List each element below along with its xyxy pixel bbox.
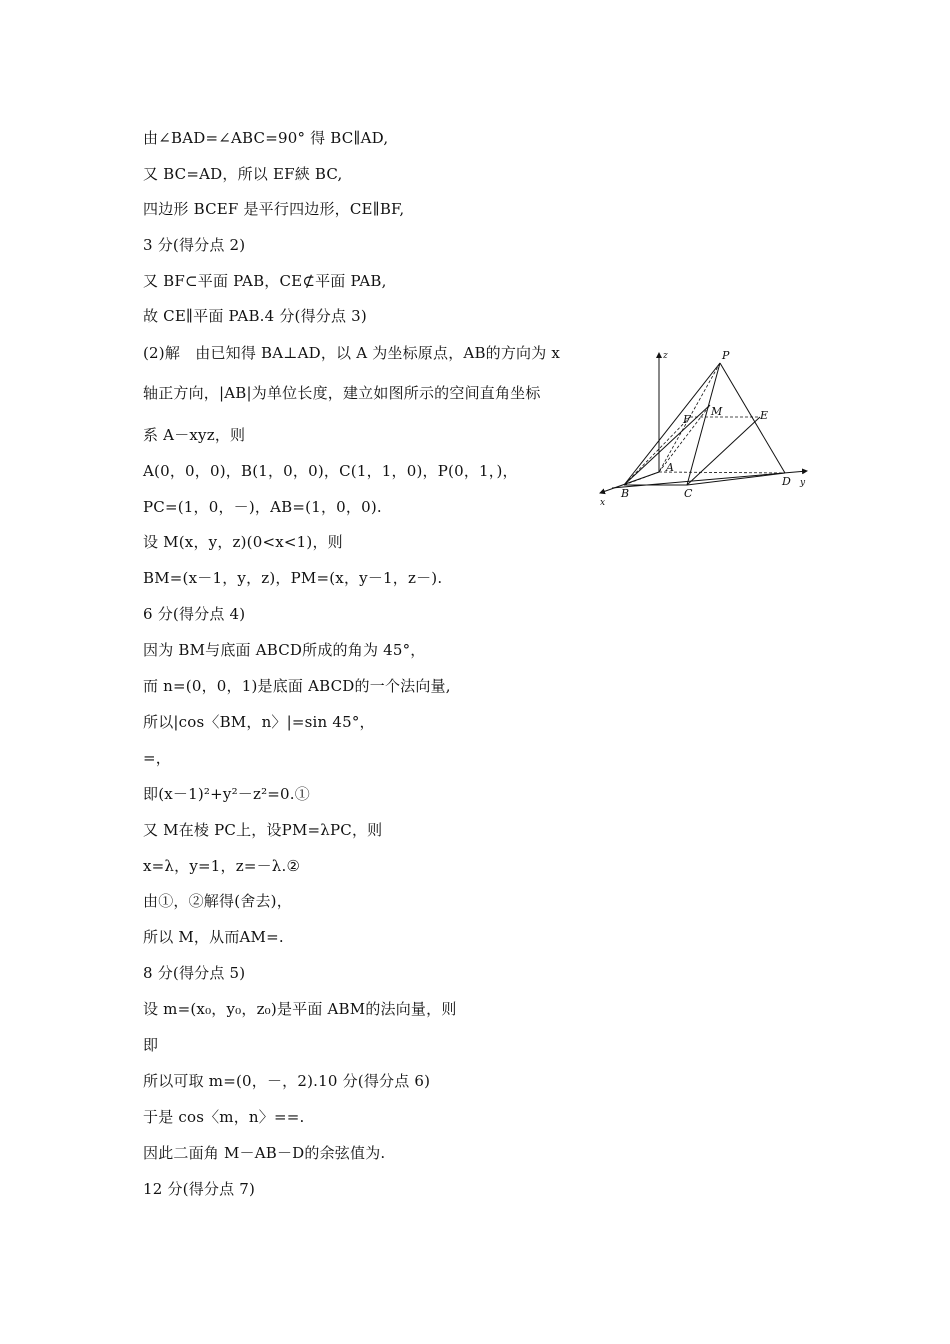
text-line: 于是 cos〈m，n〉==. [143,1108,305,1126]
text-line: 3 分(得分点 2) [143,236,246,254]
text-line: 因为 BM与底面 ABCD所成的角为 45°， [143,641,426,659]
text-line: 设 m=(x₀，y₀，z₀)是平面 ABM的法向量，则 [143,1000,457,1018]
label-e: E [760,409,769,422]
label-m: M [711,405,723,418]
label-c: C [684,487,693,500]
text-line: 而 n=(0，0，1)是底面 ABCD的一个法向量, [143,677,451,695]
label-b: B [621,487,630,500]
label-a: A [666,461,674,474]
text-line: PC=(1，0，－)，AB=(1，0，0). [143,498,382,516]
label-p: P [722,349,730,362]
label-x: x [600,498,606,508]
edge-ad [659,472,785,473]
text-line: 由①，②解得(舍去)， [143,892,292,910]
text-line: 即 [143,1036,159,1054]
text-line: 四边形 BCEF 是平行四边形，CE∥BF, [143,200,405,218]
text-line: 所以 M，从而AM=. [143,928,284,946]
text-line: x=λ，y=1，z=－λ.② [143,857,301,875]
edge-cd [687,473,785,485]
pyramid-coordinate-figure [592,345,822,510]
text-line: 12 分(得分点 7) [143,1180,256,1198]
label-z: z [663,351,668,361]
text-line: 设 M(x，y，z)(0<x<1)，则 [143,533,343,551]
text-line: BM=(x－1，y，z)，PM=(x，y－1，z－). [143,569,443,587]
text-line: 所以可取 m=(0，－，2).10 分(得分点 6) [143,1072,431,1090]
edge-pd [720,363,785,473]
text-line: 8 分(得分点 5) [143,964,246,982]
text-line: 又 BF⊂平面 PAB，CE⊄平面 PAB, [143,272,387,290]
text-line: 即(x－1)²+y²－z²=0.① [143,785,310,803]
text-line: 又 M在棱 PC上，设PM=λPC，则 [143,821,383,839]
text-line: 因此二面角 M－AB－D的余弦值为. [143,1144,386,1162]
label-d: D [782,475,791,488]
text-line: =， [143,749,171,767]
label-y: y [800,478,806,488]
text-line: 所以|cos〈BM，n〉|=sin 45°， [143,713,375,731]
text-line: 故 CE∥平面 PAB.4 分(得分点 3) [143,307,367,325]
text-line: (2)解 由已知得 BA⊥AD，以 A 为坐标原点，AB的方向为 x [143,344,561,362]
text-line: 又 BC=AD，所以 EF綊 BC, [143,165,343,183]
label-f: F [683,413,691,426]
text-line: 轴正方向，|AB|为单位长度，建立如图所示的空间直角坐标 [143,384,541,402]
text-line: 6 分(得分点 4) [143,605,246,623]
segment-bf [624,417,690,485]
text-line: 系 A－xyz，则 [143,426,246,444]
text-line: A(0，0，0)，B(1，0，0)，C(1，1，0)，P(0，1，)， [143,462,518,480]
text-line: 由∠BAD=∠ABC=90° 得 BC∥AD, [143,129,389,147]
segment-ce [687,417,760,485]
edge-pc [687,363,720,485]
